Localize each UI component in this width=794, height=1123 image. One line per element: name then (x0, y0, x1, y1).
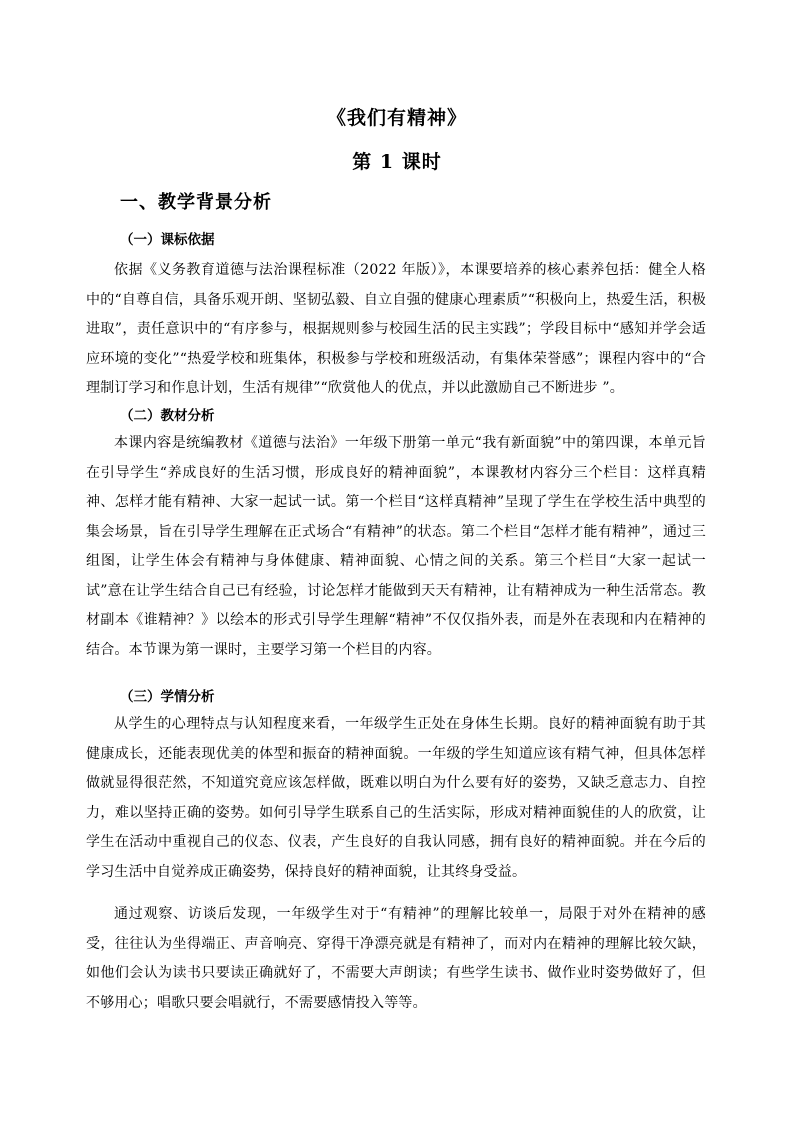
paragraph-textbook: 本课内容是统编教材《道德与法治》一年级下册第一单元“我有新面貌”中的第四课，本单元旨在引导学生“养成良好的生活习惯，形成良好的精神面貌”，本课教材内容分三个栏目：这样真精神、怎样才能有精神、大家一起试一试。第一个栏目“这样真精神”呈现了学生在学校生活中典型的集会场景，旨在引导学生理解在正式场合“有精神”的状态。第二个栏目“怎样才能有精神”，通过三组图，让学生体会有精神与身体健康、精神面貌、心情之间的关系。第三个栏目“大家一起试一试”意在让学生结合自己已有经验，讨论怎样才能做到天天有精神，让有精神成为一种生活常态。教材副本《谁精神？》以绘本的形式引导学生理解“精神”不仅仅指外表，而是外在表现和内在精神的结合。本节课为第一课时，主要学习第一个栏目的内容。 (86, 435, 706, 658)
paragraph-student-2: 通过观察、访谈后发现，一年级学生对于“有精神”的理解比较单一，局限于对外在精神的感受，往往认为坐得端正、声音响亮、穿得干净漂亮就是有精神了，而对内在精神的理解比较欠缺，如他们会认为读书只要读正确就好了，不需要大声朗读；有些学生读书、做作业时姿势做好了，但不够用心；唱歌只要会唱就行，不需要感情投入等等。 (86, 906, 706, 1011)
section-heading-background: 一、教学背景分析 (120, 192, 272, 213)
subsection-heading-student: （三）学情分析 (120, 689, 215, 705)
lesson-subtitle: 第 1 课时 (352, 151, 442, 173)
paragraph-student-1: 从学生的心理特点与认知程度来看，一年级学生正处在身体生长期。良好的精神面貌有助于其健康成长，还能表现优美的体型和振奋的精神面貌。一年级的学生知道应该有精气神，但具体怎样做就显得很茫然，不知道究竟应该怎样做，既难以明白为什么要有好的姿势，又缺乏意志力、自控力，难以坚持正确的姿势。如何引导学生联系自己的生活实际，形成对精神面貌佳的人的欣赏，让学生在活动中重视自己的仪态、仪表，产生良好的自我认同感，拥有良好的精神面貌。并在今后的学习生活中自觉养成正确姿势，保持良好的精神面貌，让其终身受益。 (86, 716, 706, 880)
subsection-heading-curriculum: （一）课标依据 (120, 232, 215, 248)
subsection-heading-textbook: （二）教材分析 (120, 408, 215, 424)
document-title: 《我们有精神》 (326, 107, 467, 129)
paragraph-curriculum: 依据《义务教育道德与法治课程标准（2022 年版）》，本课要培养的核心素养包括：健全人格中的“自尊自信，具备乐观开朗、坚韧弘毅、自立自强的健康心理素质”“积极向上，热爱生活，积极进取”，责任意识中的“有序参与，根据规则参与校园生活的民主实践”；学段目标中“感知并学会适应环境的变化”“热爱学校和班集体，积极参与学校和班级活动，有集体荣誉感”；课程内容中的“合理制订学习和作息计划，生活有规律”“欣赏他人的优点，并以此激励自己不断进步 ”。 (86, 262, 706, 396)
